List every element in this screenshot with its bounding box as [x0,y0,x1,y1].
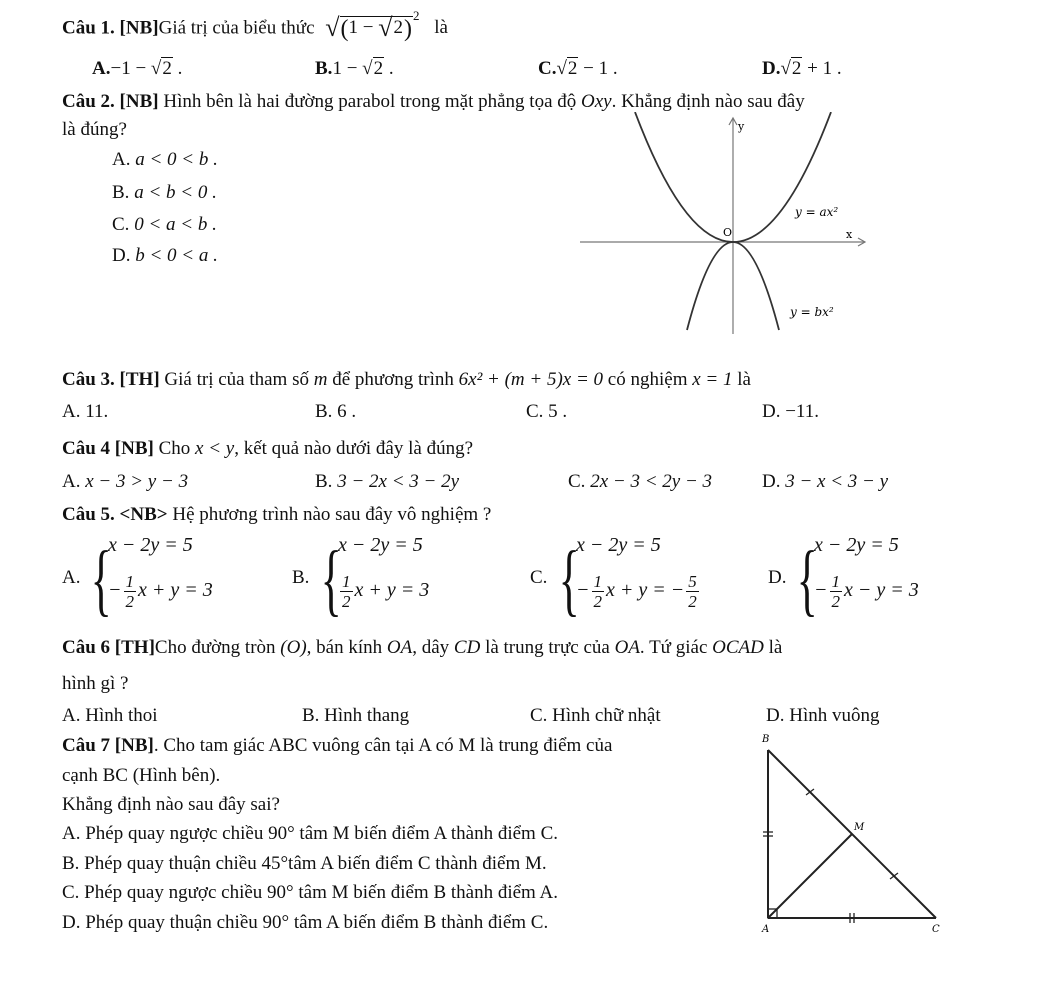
q6-option-b[interactable]: B. Hình thang [302,705,410,726]
brace: { [558,536,580,624]
brace: { [320,536,342,624]
q7-stem-line2: cạnh BC (Hình bên). [62,765,221,786]
q3-option-a[interactable]: A. 11. [62,401,109,422]
q6-option-c[interactable]: C. Hình chữ nhật [530,705,661,726]
q6-stem-line2: hình gì ? [62,673,129,694]
q1-stem [62,10,448,41]
q2-option-a[interactable]: A. a < 0 < b . [112,149,218,170]
brace: { [796,536,818,624]
q7-stem: Câu 7 [NB]. Cho tam giác ABC vuông cân tại A có M là trung điểm của [62,735,613,756]
label-m: M [854,822,865,833]
median-am [768,834,852,918]
q1-text: Giá trị của biểu thức [158,17,315,39]
label-parabola-b: y = bx² [790,305,834,319]
q1-lead: Câu 1. [NB] [62,17,159,39]
q1-expression: $√(1 - √2)^2$ [325,8,420,43]
q3-option-d[interactable]: D. −11. [762,401,819,422]
label-parabola-a: y = ax² [795,205,839,219]
q4-option-b[interactable]: B. 3 − 2x < 3 − 2y [315,471,460,492]
y-axis-label: y [738,120,745,133]
label-c: C [932,924,940,935]
q5-option-d[interactable]: D. { x − 2y = 5 − $\frac{1}{2}$ x − y = 3 [768,534,919,624]
q2-stem-line2: là đúng? [62,119,127,140]
q3-stem: Câu 3. [TH] Giá trị của tham số m để phương trình 6x² + (m + 5)x = 0 có nghiệm x = 1 là [62,369,751,390]
q7-stem-line3: Khẳng định nào sau đây sai? [62,794,280,815]
q6-option-a[interactable]: A. Hình thoi [62,705,158,726]
label-b: B [762,734,770,745]
q1-tail: là [434,17,448,39]
brace: { [90,536,112,624]
q7-option-c[interactable]: C. Phép quay ngược chiều 90° tâm M biến điểm B thành điểm A. [62,882,559,903]
q5-stem: Câu 5. <NB> Hệ phương trình nào sau đây vô nghiệm ? [62,504,492,525]
q1-option-b[interactable]: B.1 − √2 . [315,58,394,79]
origin-label: O [723,226,733,239]
q1-option-a[interactable]: A.−1 − √2 . [92,58,183,79]
q2-option-c[interactable]: C. 0 < a < b . [112,214,217,235]
q6-option-d[interactable]: D. Hình vuông [766,705,880,726]
q2-option-d[interactable]: D. b < 0 < a . [112,245,218,266]
q3-option-c[interactable]: C. 5 . [526,401,568,422]
q5-option-b[interactable]: B. { x − 2y = 5 $\frac{1}{2}$ x + y = 3 [292,534,430,624]
parabola-graph [580,112,880,334]
q7-option-d[interactable]: D. Phép quay thuận chiều 90° tâm A biến điểm B thành điểm C. [62,912,549,933]
q7-option-b[interactable]: B. Phép quay thuận chiều 45°tâm A biến điểm C thành điểm M. [62,853,547,874]
q4-option-d[interactable]: D. 3 − x < 3 − y [762,471,889,492]
q5-option-a[interactable]: A. { x − 2y = 5 − $\frac{1}{2}$ x + y = 3 [62,534,213,624]
triangle-figure [750,728,950,938]
q2-stem: Câu 2. [NB] Hình bên là hai đường parabol trong mặt phẳng tọa độ Oxy. Khẳng định nào sau đây [62,91,805,112]
q1-option-c[interactable]: C.√2 − 1 . [538,58,618,79]
label-a: A [762,924,770,935]
q4-option-c[interactable]: C. 2x − 3 < 2y − 3 [568,471,713,492]
q6-stem: Câu 6 [TH]Cho đường tròn (O), bán kính OA, dây CD là trung trực của OA. Tứ giác OCAD là [62,637,783,658]
q3-option-b[interactable]: B. 6 . [315,401,357,422]
x-axis-label: x [846,228,853,241]
q4-option-a[interactable]: A. x − 3 > y − 3 [62,471,189,492]
q5-option-c[interactable]: C. { x − 2y = 5 − $\frac{1}{2}$ x + y = − $\frac{5}{2}$ [530,534,697,624]
q1-option-d[interactable]: D.√2 + 1 . [762,58,842,79]
q7-option-a[interactable]: A. Phép quay ngược chiều 90° tâm M biến điểm A thành điểm C. [62,823,559,844]
q2-option-b[interactable]: B. a < b < 0 . [112,182,217,203]
q4-stem: Câu 4 [NB] Cho x < y, kết quả nào dưới đây là đúng? [62,438,473,459]
